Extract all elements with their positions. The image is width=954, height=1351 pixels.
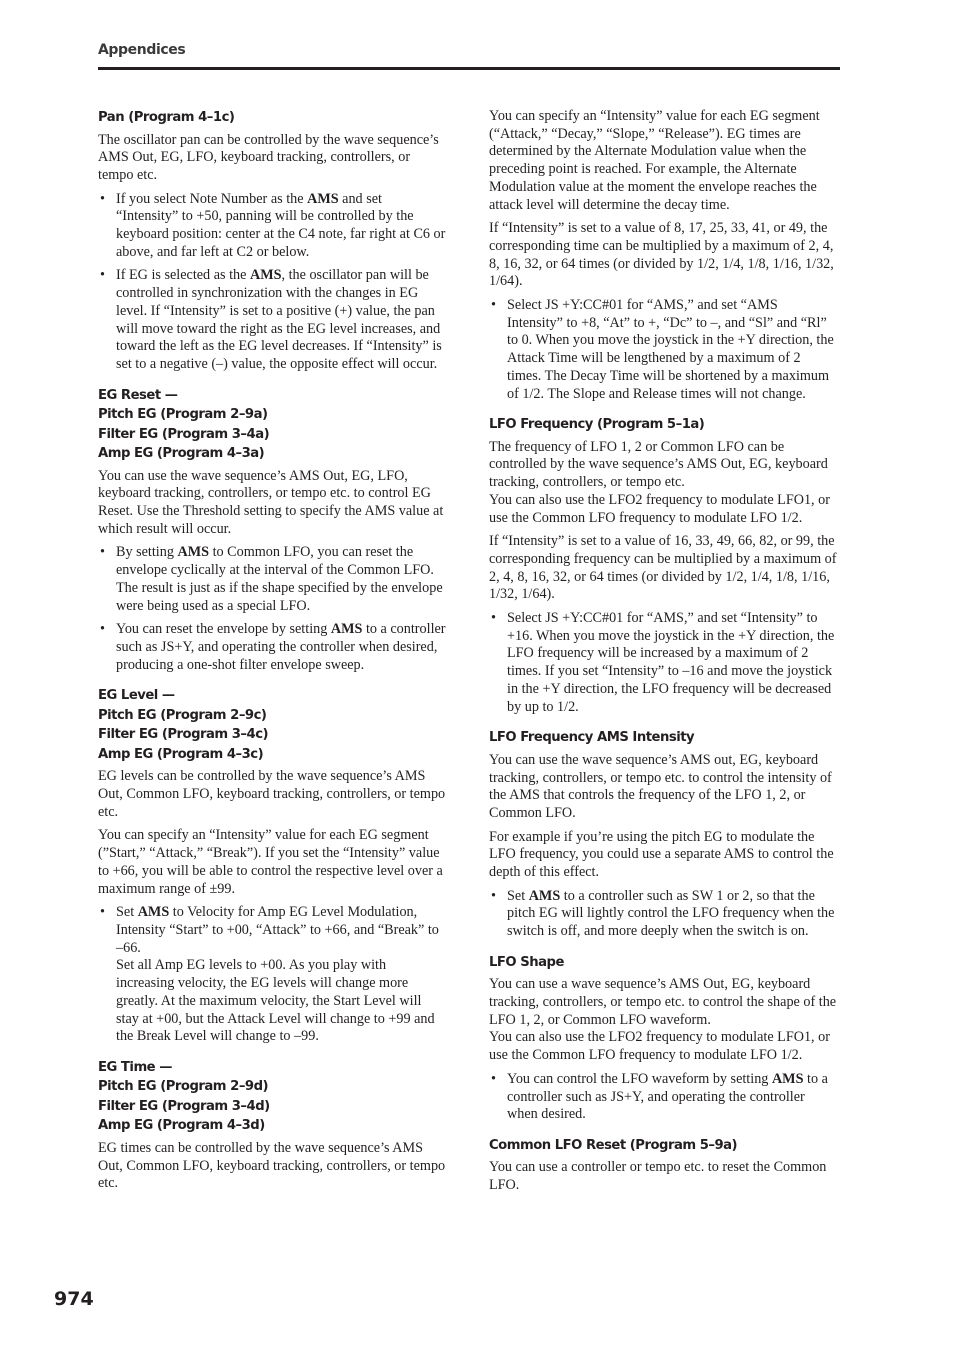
heading-line: EG Reset —	[98, 387, 178, 403]
bullet-list	[489, 1071, 837, 1124]
section	[98, 386, 446, 675]
section	[98, 686, 446, 1046]
heading-line: Pan (Program 4–1c)	[98, 110, 235, 125]
bullet-item: • You can reset the envelope by setting AMS to a controller such as JS+Y, and operating the controller when desired, producing a one-shot filter envelope sweep.	[98, 621, 446, 674]
paragraph: The frequency of LFO 1, 2 or Common LFO can be controlled by the wave sequence’s AMS Out, EG, keyboard tracking, controllers, or tempo etc. You can also use the LFO2 frequency to modulate LFO1, or use the Common LFO frequency to modulate LFO 1/2.	[489, 438, 830, 526]
heading-line: Pitch EG (Program 2–9a)	[98, 407, 268, 423]
bullet-item: • Set AMS to a controller such as SW 1 or 2, so that the pitch EG will lightly control the LFO frequency when the switch is off, and more deeply when the switch is on.	[489, 888, 837, 941]
paragraph: EG levels can be controlled by the wave sequence’s AMS Out, Common LFO, keyboard tracking, controllers, or tempo etc.	[98, 768, 446, 820]
bullet-item: • By setting AMS to Common LFO, you can reset the envelope cyclically at the interval of the Common LFO. The result is just as if the shape specified by the envelope were being used as a special LFO.	[98, 544, 446, 615]
section	[489, 1136, 837, 1195]
heading-line: Pitch EG (Program 2–9d)	[98, 1079, 269, 1095]
heading-line: Common LFO Reset (Program 5–9a)	[489, 1137, 738, 1153]
section	[489, 415, 837, 716]
paragraph: If “Intensity” is set to a value of 8, 17, 25, 33, 41, or 49, the corresponding time can be multiplied by a maximum of 2, 4, 8, 16, 32, or 64 times (or divided by 1/2, 1/4, 1/8, 1/16, 1/32, 1/64).	[489, 220, 834, 290]
section	[98, 108, 446, 374]
heading-line: Amp EG (Program 4–3c)	[98, 746, 264, 762]
right-column	[489, 108, 837, 1201]
bullet-list	[489, 888, 837, 941]
heading-line: Pitch EG (Program 2–9c)	[98, 707, 267, 723]
paragraph: For example if you’re using the pitch EG to modulate the LFO frequency, you could use a separate AMS to control the depth of this effect.	[489, 828, 834, 881]
paragraph: You can use the wave sequence’s AMS out, EG, keyboard tracking, controllers, or tempo etc. to control the intensity of the AMS that controls the frequency of the LFO 1, 2, or Common LFO.	[489, 751, 832, 821]
section	[489, 728, 837, 941]
heading-line: LFO Frequency AMS Intensity	[489, 730, 695, 746]
paragraph: You can specify an “Intensity” value for each EG segment (“Attack,” “Decay,” “Slope,” “Release”). EG times are determined by the Alternate Modulation value when the preceding point is reached. For example, the Alternate Modulation value at the moment the envelope reaches the attack level will determine the decay time.	[489, 108, 820, 213]
section	[489, 108, 837, 403]
bullet-item: • Select JS +Y:CC#01 for “AMS,” and set “AMS Intensity” to +8, “At” to +, “Dc” to –, and “Sl” and “Rl” to 0. When you move the joystick in the +Y direction, the Attack Time will be lengthened by a maximum of 2 times. The Decay Time will be shortened by a maximum of 1/2. The Slope and Release times will not change.	[489, 297, 837, 403]
bullet-item: • You can control the LFO waveform by setting AMS to a controller such as JS+Y, and operating the controller when desired.	[489, 1071, 837, 1124]
heading-line: EG Time —	[98, 1059, 172, 1075]
heading-line: Filter EG (Program 3–4d)	[98, 1098, 270, 1114]
bullet-item: • Select JS +Y:CC#01 for “AMS,” and set “Intensity” to +16. When you move the joystick in the +Y direction, the LFO frequency will be increased by a maximum of 2 times. If you set “Intensity” to –16 and move the joystick in the +Y direction, the LFO frequency will be decreased by up to 1/2.	[489, 610, 837, 716]
section-heading	[489, 415, 837, 435]
left-column	[98, 108, 446, 1199]
paragraph: The oscillator pan can be controlled by the wave sequence’s AMS Out, EG, LFO, keyboard tracking, controllers, or tempo etc.	[98, 131, 439, 183]
section-heading	[98, 108, 446, 128]
heading-line: LFO Shape	[489, 954, 564, 970]
section-heading	[98, 686, 446, 764]
heading-line: Amp EG (Program 4–3d)	[98, 1118, 265, 1134]
page-number: 974	[54, 1288, 94, 1310]
bullet-list	[98, 191, 446, 374]
header-rule	[98, 67, 840, 70]
section-heading	[489, 1136, 837, 1156]
paragraph: You can use a wave sequence’s AMS Out, EG, keyboard tracking, controllers, or tempo etc. to control the shape of the LFO 1, 2, or Common LFO waveform. You can also use the LFO2 frequency to modulate LFO1, or use the Common LFO frequency to modulate LFO 1/2.	[489, 976, 837, 1064]
section	[98, 1058, 446, 1193]
paragraph: You can specify an “Intensity” value for each EG segment (”Start,” “Attack,” “Break”). If you set the “Intensity” value to +66, you will be able to control the respective level over a maximum range of ±99.	[98, 827, 443, 897]
bullet-list	[489, 610, 837, 716]
bullet-item: • If you select Note Number as the AMS and set “Intensity” to +50, panning will be controlled by the keyboard position: center at the C4 note, far right at C6 or above, and far left at C2 or below.	[98, 191, 446, 262]
heading-line: LFO Frequency (Program 5–1a)	[489, 417, 705, 433]
heading-line: Amp EG (Program 4–3a)	[98, 446, 265, 462]
heading-line: EG Level —	[98, 688, 175, 704]
section-heading	[98, 1058, 446, 1136]
paragraph: You can use a controller or tempo etc. to reset the Common LFO.	[489, 1159, 827, 1194]
section-heading	[489, 728, 837, 748]
heading-line: Filter EG (Program 3–4c)	[98, 727, 269, 743]
bullet-list	[98, 904, 446, 1046]
section-heading	[98, 386, 446, 464]
heading-line: Filter EG (Program 3–4a)	[98, 426, 270, 442]
section-heading	[489, 953, 837, 973]
bullet-item: • If EG is selected as the AMS, the oscillator pan will be controlled in synchronization with the changes in EG level. If “Intensity” is set to a positive (+) value, the pan will move toward the right as the EG level increases, and toward the left as the EG level decreases. If “Intensity” is set to a negative (–) value, the opposite effect will occur.	[98, 267, 446, 373]
paragraph: You can use the wave sequence’s AMS Out, EG, LFO, keyboard tracking, controllers, or tempo etc. to control EG Reset. Use the Threshold setting to specify the AMS value at which result will occur.	[98, 467, 444, 537]
bullet-list	[98, 544, 446, 674]
bullet-list	[489, 297, 837, 403]
running-header: Appendices	[98, 42, 186, 58]
bullet-item: • Set AMS to Velocity for Amp EG Level Modulation, Intensity “Start” to +00, “Attack” to +66, and “Break” to –66. Set all Amp EG levels to +00. As you play with increasing velocity, the EG levels will change more greatly. At the maximum velocity, the Start Level will stay at +00, but the Attack Level will change to +99 and the Break Level will change to –99.	[98, 904, 446, 1046]
section	[489, 953, 837, 1124]
paragraph: If “Intensity” is set to a value of 16, 33, 49, 66, 82, or 99, the corresponding frequency can be multiplied by a maximum of 2, 4, 8, 16, 32, or 64 times (or divided by 1/2, 1/4, 1/8, 1/16, 1/32, 1/64).	[489, 533, 837, 603]
paragraph: EG times can be controlled by the wave sequence’s AMS Out, Common LFO, keyboard tracking, controllers, or tempo etc.	[98, 1139, 446, 1192]
